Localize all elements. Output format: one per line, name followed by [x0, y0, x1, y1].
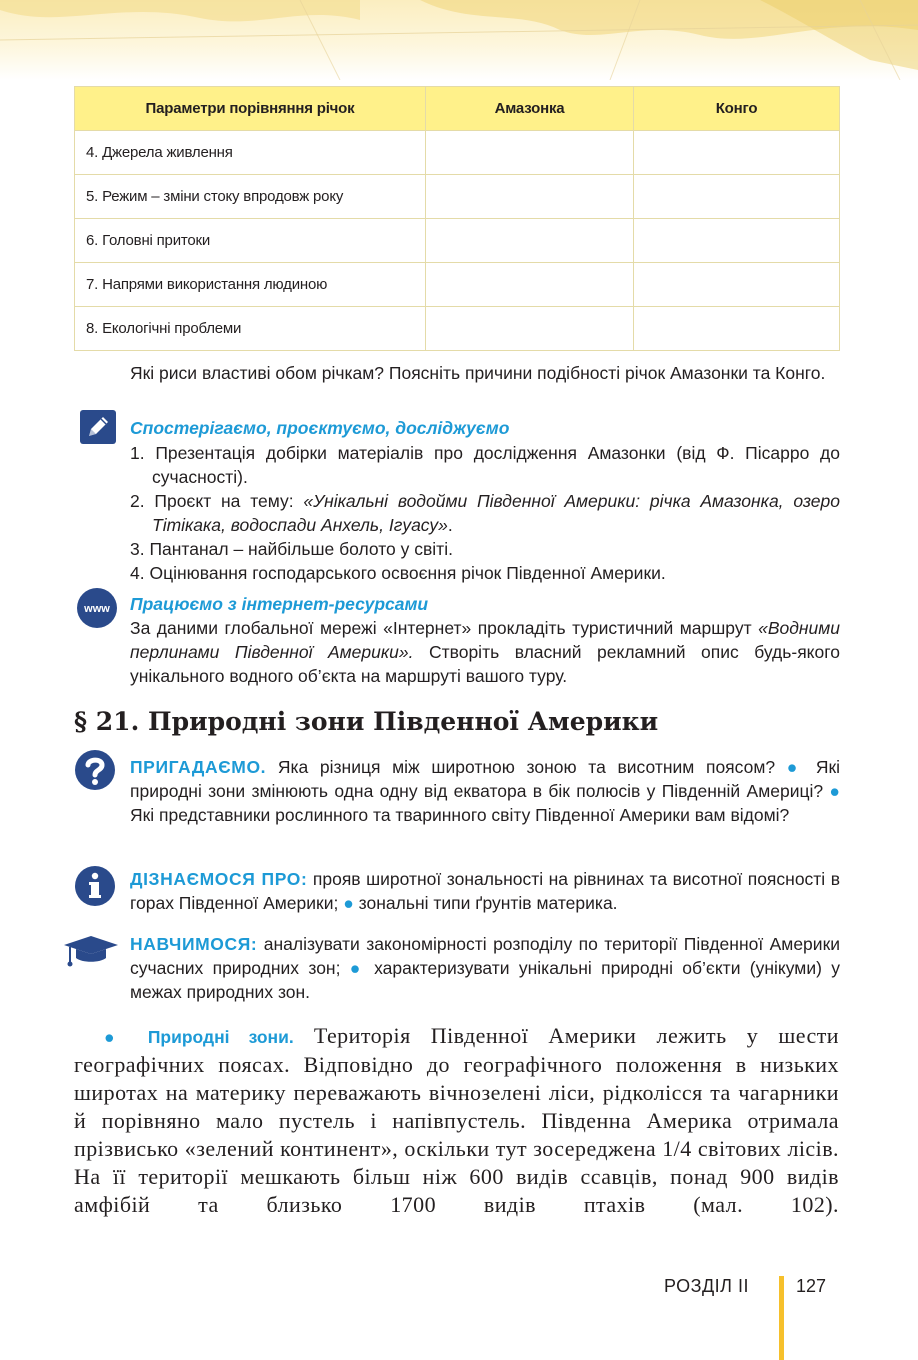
- observe-list: [130, 441, 840, 585]
- list-item-suffix: .: [447, 515, 453, 535]
- row-amazon-cell: [426, 131, 634, 175]
- page-number: 127: [796, 1276, 827, 1296]
- table-header-row: [75, 87, 840, 131]
- bullet-icon: ●: [343, 893, 354, 913]
- observe-heading: Спостерігаємо, проєктуємо, досліджуємо: [130, 418, 510, 438]
- internet-heading: Працюємо з інтернет-ресурсами: [130, 594, 429, 614]
- header-parameters: Параметри порівняння річок: [75, 87, 426, 131]
- header-amazon: Амазонка: [426, 87, 634, 131]
- we-will-learn-text: аналізувати закономірності розподілу по території Південної Америки сучасних природних зон;: [130, 934, 840, 978]
- row-parameter: 4. Джерела живлення: [75, 131, 426, 175]
- natural-zones-paragraph: [74, 1022, 839, 1219]
- row-parameter: 5. Режим – зміни стоку впродовж року: [75, 175, 426, 219]
- table-row: [75, 263, 840, 307]
- footer-divider: [779, 1276, 784, 1360]
- list-item: [130, 489, 840, 537]
- learn-about-text-2: зональні типи ґрунтів материка.: [353, 893, 618, 913]
- table-row: [75, 131, 840, 175]
- table-row: [75, 175, 840, 219]
- internet-task: [130, 616, 840, 688]
- chapter-label: РОЗДІЛ II: [664, 1276, 749, 1296]
- learn-about-keyword: ДІЗНАЄМОСЯ ПРО:: [130, 869, 308, 889]
- question-icon: [74, 749, 116, 796]
- bullet-icon: ●: [829, 781, 840, 801]
- learn-about-text: прояв широтної зональності на рівнинах та висотної поясності в горах Південної Америки;: [130, 869, 840, 913]
- we-will-learn-block: [130, 932, 840, 1004]
- row-parameter: 7. Напрями використання людиною: [75, 263, 426, 307]
- header-congo: Конго: [634, 87, 840, 131]
- bullet-icon: ●: [349, 958, 365, 978]
- paragraph-text: Територія Південної Америки лежить у шести географічних поясах. Відповідно до географічного положення в низьких широтах на материку переважають вічнозелені ліси, рідколісся та чагарники й порівняно мало пустель і напівпустель. Південна Америка отримала прізвисько «зелений континент», оскільки тут зосереджена 1/4 світових лісів. На її території мешкають більш ніж 600 видів ссавців, понад 900 видів амфібій та близько 1700 видів птахів (мал. 102).: [74, 1023, 839, 1217]
- www-icon-label: www: [84, 603, 110, 615]
- list-item-prefix: 2. Проєкт на тему:: [130, 491, 304, 511]
- internet-task-text-2: Створіть власний рекламний опис будь-якого унікального водного об’єкта на маршруті вашого туру.: [130, 642, 840, 686]
- table-row: [75, 219, 840, 263]
- info-icon: [74, 865, 116, 912]
- section-title: § 21. Природні зони Південної Америки: [74, 707, 659, 736]
- learn-about-block: [130, 867, 840, 915]
- row-parameter: 8. Екологічні проблеми: [75, 307, 426, 351]
- row-congo-cell: [634, 307, 840, 351]
- recall-question-2: Які природні зони змінюють одна одну від екватора в бік полюсів у Південній Америці?: [130, 757, 840, 801]
- list-item: 1. Презентація добірки матеріалів про дослідження Амазонки (від Ф. Пісарро до сучасності).: [130, 443, 840, 487]
- map-decoration: [0, 0, 918, 80]
- bullet-icon: ●: [786, 757, 805, 777]
- recall-block: [130, 755, 840, 827]
- internet-task-text: За даними глобальної мережі «Інтернет» прокладіть туристичний маршрут: [130, 618, 759, 638]
- row-amazon-cell: [426, 307, 634, 351]
- header-map-band: [0, 0, 918, 80]
- we-will-learn-text-2: характеризувати унікальні природні об’єкти (унікуми) у межах природних зон.: [130, 958, 840, 1002]
- comparison-question: Які риси властиві обом річкам? Поясніть причини подібності річок Амазонки та Конго.: [130, 363, 826, 383]
- pencil-icon: [80, 410, 116, 449]
- row-congo-cell: [634, 263, 840, 307]
- row-amazon-cell: [426, 175, 634, 219]
- table-row: [75, 307, 840, 351]
- project-topic: «Унікальні водойми Південної Америки: річка Амазонка, озеро Тітікака, водоспади Анхель, Ігуасу»: [152, 491, 840, 535]
- paragraph-lead: Природні зони.: [147, 1027, 294, 1047]
- row-amazon-cell: [426, 263, 634, 307]
- recall-question-1: Яка різниця між широтною зоною та висотним поясом?: [266, 757, 787, 777]
- bullet-icon: ●: [104, 1027, 129, 1047]
- row-parameter: 6. Головні притоки: [75, 219, 426, 263]
- www-icon: [76, 587, 118, 634]
- rivers-comparison-table: [74, 86, 840, 351]
- recall-question-3: Які представники рослинного та тваринного світу Південної Америки вам відомі?: [130, 805, 790, 825]
- row-congo-cell: [634, 219, 840, 263]
- graduation-cap-icon: [62, 934, 120, 973]
- we-will-learn-keyword: НАВЧИМОСЯ:: [130, 934, 258, 954]
- list-item: 4. Оцінювання господарського освоєння річок Південної Америки.: [130, 563, 666, 583]
- route-name: «Водними перлинами Південної Америки».: [130, 618, 840, 662]
- list-item: 3. Пантанал – найбільше болото у світі.: [130, 539, 453, 559]
- row-congo-cell: [634, 175, 840, 219]
- recall-keyword: ПРИГАДАЄМО.: [130, 757, 267, 777]
- row-congo-cell: [634, 131, 840, 175]
- row-amazon-cell: [426, 219, 634, 263]
